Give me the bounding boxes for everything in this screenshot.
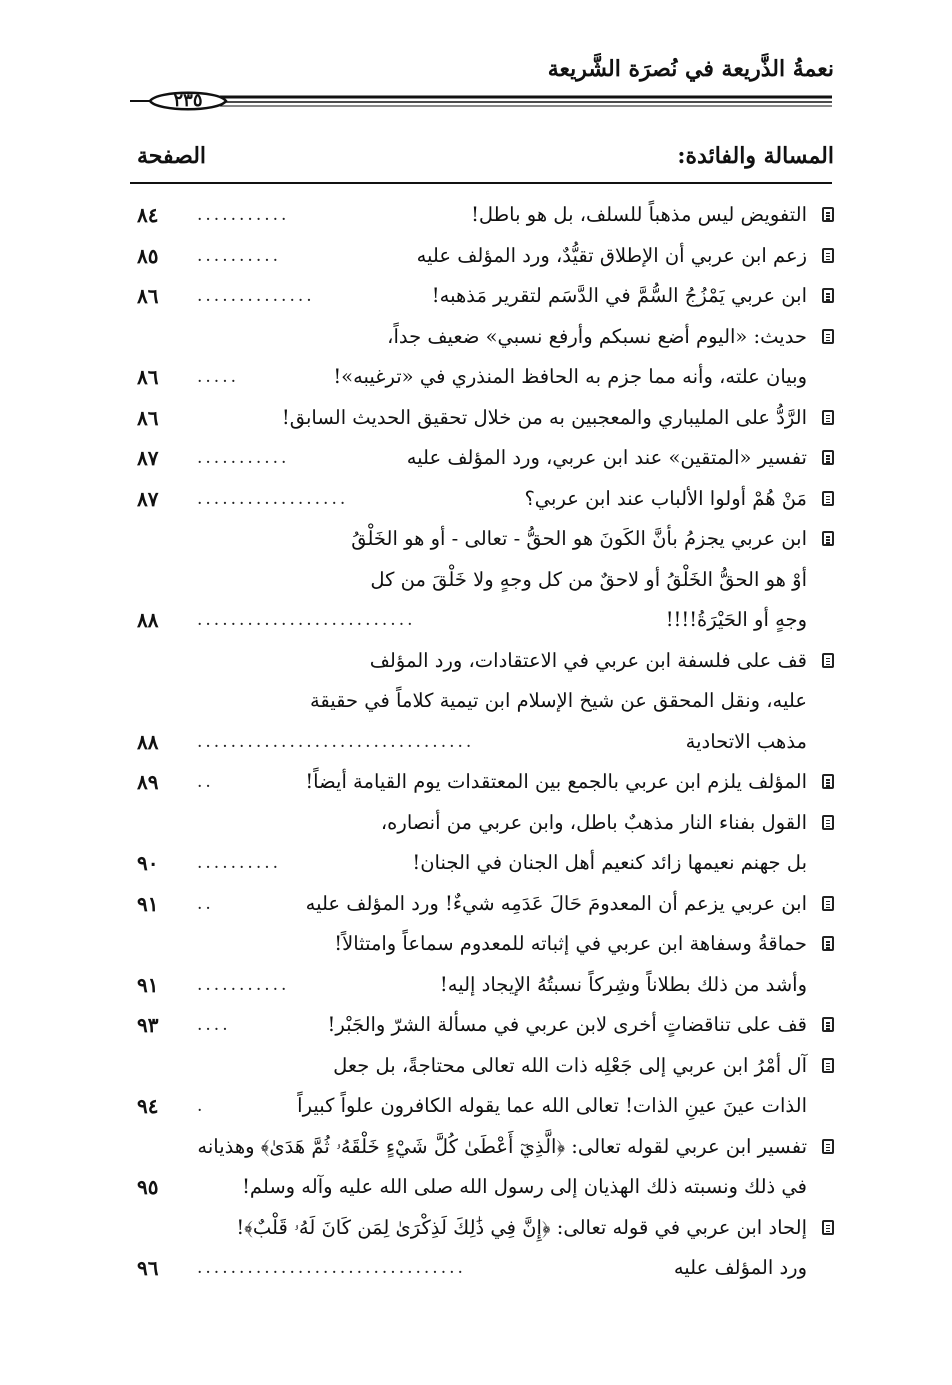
entry-text: حماقةُ وسفاهة ابن عربي في إثباته للمعدوم سماعاً وامتثالاً! (334, 932, 807, 955)
index-line (0, 276, 952, 317)
dot-leader: .......... (197, 853, 282, 873)
entry-text: الذات عينَ عينِ الذات! تعالى الله عما يقوله الكافرون علواً كبيراً (297, 1094, 807, 1117)
entry-text: في ذلك ونسبته ذلك الهذيان إلى رسول الله صلى الله عليه وآله وسلم! (242, 1175, 807, 1198)
book-bullet-icon (822, 248, 834, 263)
entry-page-number: ٩٦ (137, 1256, 159, 1280)
entry-text: حديث: «اليوم أضع نسبكم وأرفع نسبي» ضعيف جداً، (387, 324, 807, 348)
book-bullet-icon (822, 288, 834, 303)
index-line (0, 438, 952, 479)
dot-leader: .. (197, 772, 214, 792)
entry-text: بل جهنم نعيمها زائد كنعيم أهل الجنان في الجنان! (412, 851, 807, 874)
entry-text: ابن عربي يجزمُ بأنَّ الكَونَ هو الحقُّ - تعالى - أو هو الخَلْقُ (351, 527, 807, 550)
index-line (0, 1086, 952, 1127)
book-bullet-icon (822, 329, 834, 344)
entry-page-number: ٨٦ (137, 405, 159, 430)
book-bullet-icon (822, 1058, 834, 1073)
dot-leader: .. (197, 893, 214, 914)
index-line (0, 722, 952, 763)
entry-text: تفسير «المتقين» عند ابن عربي، ورد المؤلف عليه (406, 446, 807, 469)
entry-page-number: ٩٤ (137, 1094, 159, 1118)
index-line (0, 803, 952, 844)
dot-leader: ........... (197, 205, 290, 225)
page-column-header: الصفحة (137, 143, 207, 169)
entry-text: التفويض ليس مذهباً للسلف، بل هو باطل! (471, 203, 807, 226)
entry-text: مَنْ هُمْ أولوا الألباب عند ابن عربي؟ (524, 486, 807, 510)
dot-leader: .............. (197, 286, 315, 306)
index-line (0, 560, 952, 601)
dot-leader: .......................... (197, 610, 416, 630)
entry-page-number: ٩١ (137, 891, 159, 916)
topic-column-header: المسالة والفائدة: (677, 143, 834, 169)
header-rule (130, 88, 832, 114)
book-bullet-icon (822, 653, 834, 668)
page-number: ٢٣٥ (173, 90, 203, 111)
dot-leader: .................. (197, 488, 349, 509)
index-line (0, 641, 952, 682)
entry-text: القول بفناء النار مذهبٌ باطل، وابن عربي من أنصاره، (380, 810, 807, 834)
entry-page-number: ٨٩ (137, 770, 159, 794)
entry-page-number: ٨٨ (137, 729, 159, 754)
header-divider (130, 182, 832, 184)
entry-text: قف على فلسفة ابن عربي في الاعتقادات، ورد المؤلف (369, 648, 807, 672)
entry-text: مذهب الاتحادية (685, 729, 807, 753)
index-line (0, 195, 952, 236)
book-bullet-icon (822, 1139, 834, 1154)
index-line (0, 600, 952, 641)
entry-text: وأشد من ذلك بطلاناً وشِركاً نسبتُهُ الإيجاد إليه! (439, 972, 807, 996)
index-line (0, 1167, 952, 1208)
index-line (0, 924, 952, 965)
book-bullet-icon (822, 1220, 834, 1235)
book-bullet-icon (822, 1017, 834, 1032)
entry-page-number: ٨٦ (137, 284, 159, 308)
book-bullet-icon (822, 450, 834, 465)
dot-leader: ................................. (197, 731, 475, 752)
entry-page-number: ٨٤ (137, 203, 159, 227)
entry-text: وجهٍ أو الحَيْرَةُ!!!! (665, 608, 807, 631)
index-line (0, 479, 952, 520)
entry-page-number: ٩٠ (137, 851, 159, 875)
entry-text: ابن عربي يَمْزُجُ السُّمَّ في الدَّسَم لتقرير مَذهبه! (431, 284, 807, 307)
index-line (0, 762, 952, 803)
book-bullet-icon (822, 936, 834, 951)
book-bullet-icon (822, 410, 834, 425)
entry-text: ابن عربي يزعم أن المعدومَ حَالَ عَدَمِه شيءٌ! ورد المؤلف عليه (305, 891, 807, 915)
entry-page-number: ٨٥ (137, 243, 159, 268)
book-bullet-icon (822, 774, 834, 789)
dot-leader: ........... (197, 448, 290, 468)
entry-page-number: ٨٧ (137, 486, 159, 511)
index-line (0, 1046, 952, 1087)
book-bullet-icon (822, 491, 834, 506)
index-line (0, 357, 952, 398)
index-line (0, 1005, 952, 1046)
book-bullet-icon (822, 815, 834, 830)
entry-text: إلحاد ابن عربي في قوله تعالى: ﴿إِنَّ فِي ذَٰلِكَ لَذِكْرَىٰ لِمَن كَانَ لَهُۥ قَلْبٌ﴾! (236, 1215, 807, 1239)
index-line (0, 681, 952, 722)
index-line (0, 843, 952, 884)
entry-text: ورد المؤلف عليه (673, 1256, 807, 1279)
index-line (0, 1248, 952, 1289)
entry-page-number: ٩٣ (137, 1013, 159, 1037)
dot-leader: ........... (197, 974, 290, 995)
entry-text: الرَّدُّ على المليباري والمعجبين به من خلال تحقيق الحديث السابق! (281, 405, 807, 429)
entry-page-number: ٩٥ (137, 1175, 159, 1199)
dot-leader: ..... (197, 367, 240, 387)
dot-leader: .... (197, 1015, 231, 1035)
entry-page-number: ٨٧ (137, 446, 159, 470)
dot-leader: ................................ (197, 1258, 466, 1278)
running-title: نعمةُ الذَّريعة في نُصرَة الشَّريعة (547, 56, 834, 82)
index-line (0, 519, 952, 560)
dot-leader: .......... (197, 245, 282, 266)
book-bullet-icon (822, 207, 834, 222)
entry-text: عليه، ونقل المحقق عن شيخ الإسلام ابن تيمية كلاماً في حقيقة (309, 689, 807, 712)
index-line (0, 965, 952, 1006)
dot-leader: . (197, 1096, 206, 1116)
entry-page-number: ٩١ (137, 972, 159, 997)
entry-text: تفسير ابن عربي لقوله تعالى: ﴿الَّذِيٓ أَعْطَىٰ كُلَّ شَيْءٍ خَلْقَهُۥ ثُمَّ هَدَىٰ﴾ وهذيانه (197, 1134, 807, 1158)
entry-page-number: ٨٦ (137, 365, 159, 389)
entry-text: آل أمْرُ ابن عربي إلى جَعْلِه ذات الله تعالى محتاجةً، بل جعل (333, 1053, 807, 1077)
index-line (0, 884, 952, 925)
entry-text: أوْ هو الحقُّ الخَلْقُ أو لاحقٌ من كل وجهٍ ولا خَلْقَ من كل (370, 567, 807, 591)
entry-text: قف على تناقضاتٍ أخرى لابن عربي في مسألة الشرّ والجَبْر! (327, 1013, 807, 1036)
index-line (0, 236, 952, 277)
index-line (0, 1127, 952, 1168)
index-line (0, 398, 952, 439)
entry-text: وبيان علته، وأنه مما جزم به الحافظ المنذري في «ترغيبه»! (333, 365, 807, 388)
entry-text: المؤلف يلزم ابن عربي بالجمع بين المعتقدات يوم القيامة أيضاً! (305, 770, 807, 793)
index-line (0, 317, 952, 358)
index-line (0, 1208, 952, 1249)
entry-page-number: ٨٨ (137, 608, 159, 632)
index-entries (0, 195, 952, 1289)
book-bullet-icon (822, 896, 834, 911)
book-bullet-icon (822, 531, 834, 546)
entry-text: زعم ابن عربي أن الإطلاق تقيُّدٌ، ورد المؤلف عليه (416, 243, 807, 267)
